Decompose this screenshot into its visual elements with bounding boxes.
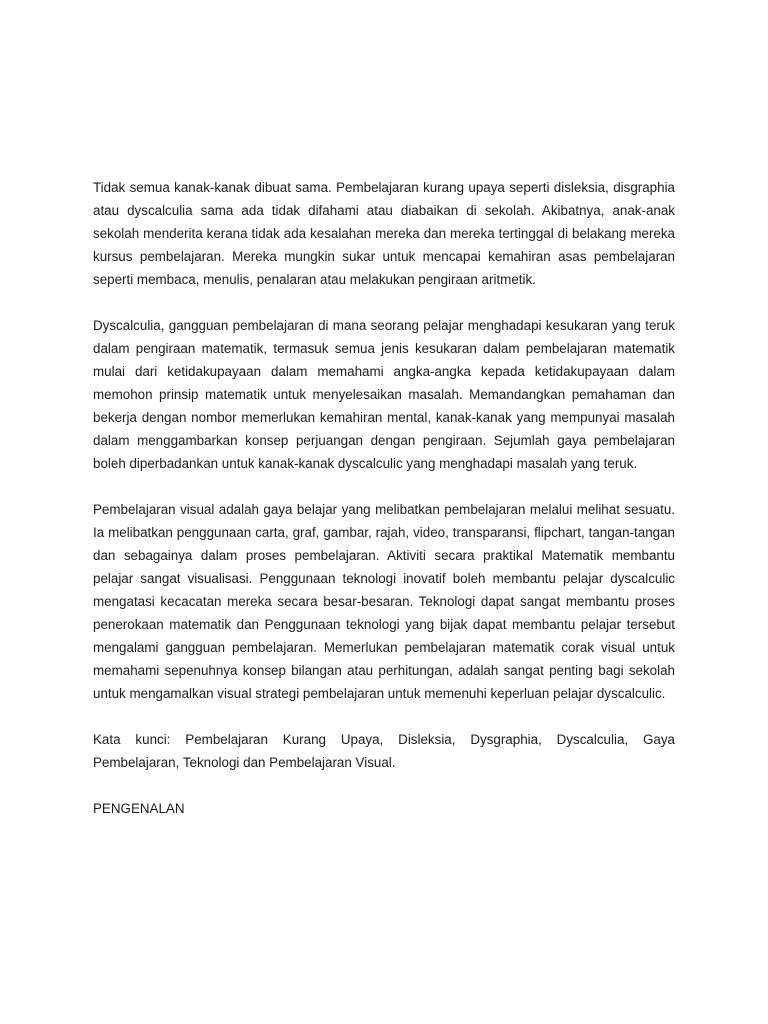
document-page [93, 176, 675, 820]
section-heading: PENGENALAN [93, 801, 185, 816]
paragraph-dyscalculia: Dyscalculia, gangguan pembelajaran di mana seorang pelajar menghadapi kesukaran yang teruk dalam pengiraan matematik, termasuk semua jenis kesukaran dalam pembelajaran matematik mulai dari ketidakupayaan dalam memahami angka-angka kepada ketidakupayaan dalam memohon prinsip matematik untuk menyelesaikan masalah. Memandangkan pemahaman dan bekerja dengan nombor memerlukan kemahiran mental, kanak-kanak yang mempunyai masalah dalam menggambarkan konsep perjuangan dengan pengiraan. Sejumlah gaya pembelajaran boleh diperbadankan untuk kanak-kanak dyscalculic yang menghadapi masalah yang teruk. [93, 318, 675, 471]
paragraph-visual-learning: Pembelajaran visual adalah gaya belajar yang melibatkan pembelajaran melalui melihat sesuatu. Ia melibatkan penggunaan carta, graf, gambar, rajah, video, transparansi, flipchart, tangan-tangan dan sebagainya dalam proses pembelajaran. Aktiviti secara praktikal Matematik membantu pelajar sangat visualisasi. Penggunaan teknologi inovatif boleh membantu pelajar dyscalculic mengatasi kecacatan mereka secara besar-besaran. Teknologi dapat sangat membantu proses penerokaan matematik dan Penggunaan teknologi yang bijak dapat membantu pelajar tersebut mengalami gangguan pembelajaran. Memerlukan pembelajaran matematik corak visual untuk memahami sepenuhnya konsep bilangan atau perhitungan, adalah sangat penting bagi sekolah untuk mengamalkan visual strategi pembelajaran untuk memenuhi keperluan pelajar dyscalculic. [93, 502, 675, 701]
paragraph-intro: Tidak semua kanak-kanak dibuat sama. Pembelajaran kurang upaya seperti disleksia, disgraphia atau dyscalculia sama ada tidak difahami atau diabaikan di sekolah. Akibatnya, anak-anak sekolah menderita kerana tidak ada kesalahan mereka dan mereka tertinggal di belakang mereka kursus pembelajaran. Mereka mungkin sukar untuk mencapai kemahiran asas pembelajaran seperti membaca, menulis, penalaran atau melakukan pengiraan aritmetik. [93, 180, 675, 287]
paragraph-keywords: Kata kunci: Pembelajaran Kurang Upaya, Disleksia, Dysgraphia, Dyscalculia, Gaya Pembelajaran, Teknologi dan Pembelajaran Visual. [93, 732, 675, 770]
